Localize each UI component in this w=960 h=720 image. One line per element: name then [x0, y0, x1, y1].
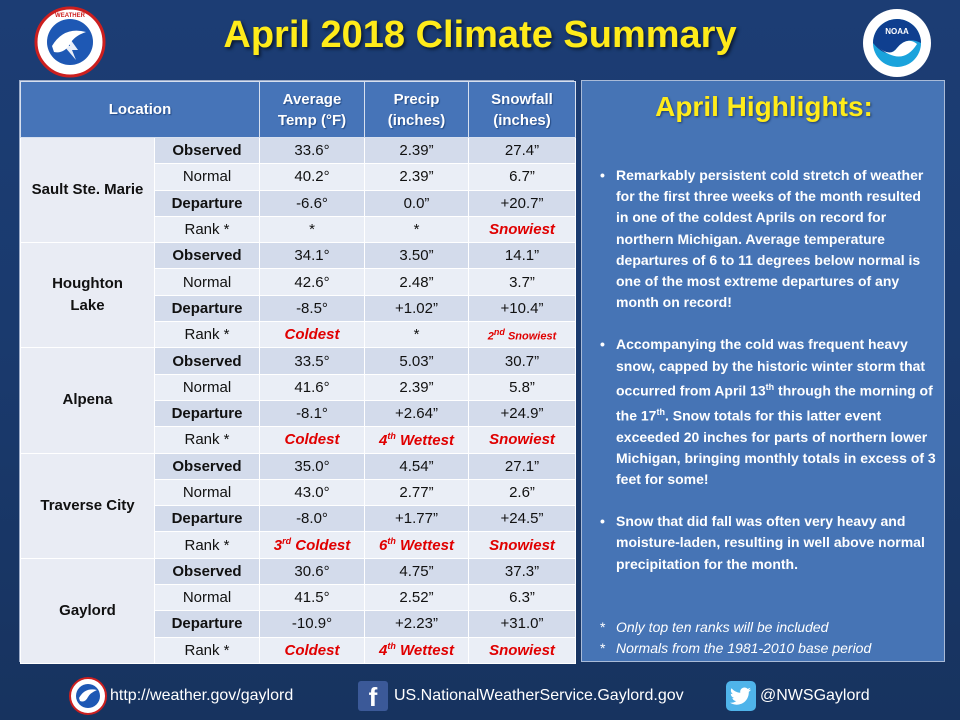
table-row [21, 138, 576, 164]
row-label: Rank * [155, 427, 260, 453]
footnote: * Only top ten ranks will be included [596, 617, 936, 638]
location-name: Sault Ste. Marie [21, 138, 155, 243]
row-label: Observed [155, 453, 260, 479]
precip-value: 5.03” [365, 348, 469, 374]
table-row [21, 348, 576, 374]
snow-value: +24.9” [469, 400, 576, 426]
temp-rank: 3rd Coldest [260, 532, 365, 558]
highlight-item: • Accompanying the cold was frequent heavy snow, capped by the historic winter storm that occurred from April 13th through the morning of the 17th. Snow totals for this latter event exceeded 20 inches for parts of northern lower Michigan, bringing monthly totals in excess of 3 feet for some! [596, 334, 936, 490]
snow-rank: 2nd Snowiest [469, 322, 576, 348]
row-label: Normal [155, 164, 260, 190]
precip-value: 2.48” [365, 269, 469, 295]
precip-value: 2.39” [365, 164, 469, 190]
header-temp: Average Temp (°F) [260, 82, 365, 138]
temp-value: -8.5° [260, 295, 365, 321]
svg-text:WEATHER: WEATHER [55, 13, 85, 19]
snow-value: 14.1” [469, 243, 576, 269]
temp-rank: Coldest [260, 427, 365, 453]
header-precip: Precip (inches) [365, 82, 469, 138]
highlight-item: • Remarkably persistent cold stretch of weather for the first three weeks of the month resulted in one of the coldest Aprils on record for northern Michigan. Average temperature departures of 6 to 11 degrees below normal is one of the most extreme departures of any month on record! [596, 165, 936, 313]
twitter-text[interactable]: @NWSGaylord [760, 687, 870, 704]
snow-value: 27.4” [469, 138, 576, 164]
row-label: Rank * [155, 637, 260, 663]
snow-value: +31.0” [469, 611, 576, 637]
table-row [21, 243, 576, 269]
snow-value: 6.7” [469, 164, 576, 190]
snow-value: 37.3” [469, 558, 576, 584]
row-label: Departure [155, 190, 260, 216]
temp-value: 43.0° [260, 479, 365, 505]
precip-value: 2.39” [365, 374, 469, 400]
snow-rank: Snowiest [469, 532, 576, 558]
website-link[interactable] [68, 676, 293, 716]
row-label: Normal [155, 585, 260, 611]
nws-small-logo-icon [68, 676, 108, 716]
temp-value: -10.9° [260, 611, 365, 637]
snow-rank: Snowiest [469, 216, 576, 242]
facebook-link[interactable] [358, 676, 684, 716]
header-snowfall: Snowfall (inches) [469, 82, 576, 138]
twitter-icon [726, 681, 756, 711]
row-label: Rank * [155, 216, 260, 242]
precip-value: 3.50” [365, 243, 469, 269]
row-label: Rank * [155, 322, 260, 348]
snow-value: +24.5” [469, 506, 576, 532]
precip-value: +2.64” [365, 400, 469, 426]
highlights-title: April Highlights: [655, 91, 873, 122]
precip-value: 2.39” [365, 138, 469, 164]
precip-value: +1.02” [365, 295, 469, 321]
precip-rank: * [365, 216, 469, 242]
table-row [21, 558, 576, 584]
snow-value: 27.1” [469, 453, 576, 479]
temp-value: 34.1° [260, 243, 365, 269]
snow-value: 6.3” [469, 585, 576, 611]
snow-value: 30.7” [469, 348, 576, 374]
temp-value: 41.6° [260, 374, 365, 400]
precip-rank: 4th Wettest [365, 637, 469, 663]
location-name: Traverse City [21, 453, 155, 558]
precip-value: +1.77” [365, 506, 469, 532]
facebook-icon: f [358, 681, 388, 711]
row-label: Observed [155, 138, 260, 164]
nws-logo-icon [34, 6, 106, 78]
temp-value: 33.6° [260, 138, 365, 164]
twitter-link[interactable] [726, 676, 870, 716]
snow-value: 2.6” [469, 479, 576, 505]
location-name: Alpena [21, 348, 155, 453]
temp-value: 42.6° [260, 269, 365, 295]
climate-table [19, 80, 574, 662]
row-label: Rank * [155, 532, 260, 558]
snow-value: +10.4” [469, 295, 576, 321]
temp-value: -8.1° [260, 400, 365, 426]
snow-rank: Snowiest [469, 427, 576, 453]
snow-value: 5.8” [469, 374, 576, 400]
location-name: Houghton Lake [21, 243, 155, 348]
page-title: April 2018 Climate Summary [223, 14, 737, 56]
header-location: Location [21, 82, 260, 138]
row-label: Observed [155, 243, 260, 269]
temp-value: 35.0° [260, 453, 365, 479]
temp-value: -8.0° [260, 506, 365, 532]
row-label: Departure [155, 611, 260, 637]
highlights-list [596, 165, 936, 596]
row-label: Departure [155, 295, 260, 321]
temp-rank: Coldest [260, 322, 365, 348]
precip-value: 4.75” [365, 558, 469, 584]
precip-rank: * [365, 322, 469, 348]
row-label: Normal [155, 374, 260, 400]
precip-rank: 4th Wettest [365, 427, 469, 453]
row-label: Observed [155, 558, 260, 584]
table-row [21, 453, 576, 479]
footer [0, 676, 960, 716]
temp-rank: * [260, 216, 365, 242]
temp-value: -6.6° [260, 190, 365, 216]
row-label: Departure [155, 400, 260, 426]
footnotes [596, 617, 936, 659]
temp-value: 41.5° [260, 585, 365, 611]
precip-value: 0.0” [365, 190, 469, 216]
row-label: Departure [155, 506, 260, 532]
facebook-text[interactable]: US.NationalWeatherService.Gaylord.gov [394, 687, 684, 704]
row-label: Observed [155, 348, 260, 374]
snow-value: 3.7” [469, 269, 576, 295]
row-label: Normal [155, 479, 260, 505]
svg-text:NOAA: NOAA [885, 27, 909, 36]
precip-value: 2.77” [365, 479, 469, 505]
website-text[interactable]: http://weather.gov/gaylord [110, 687, 294, 704]
temp-value: 33.5° [260, 348, 365, 374]
temp-value: 30.6° [260, 558, 365, 584]
snow-rank: Snowiest [469, 637, 576, 663]
row-label: Normal [155, 269, 260, 295]
precip-value: +2.23” [365, 611, 469, 637]
highlight-item: • Snow that did fall was often very heavy and moisture-laden, resulting in well above normal precipitation for the month. [596, 511, 936, 575]
highlights-panel [581, 80, 945, 662]
precip-value: 4.54” [365, 453, 469, 479]
noaa-logo-icon [862, 8, 932, 78]
snow-value: +20.7” [469, 190, 576, 216]
precip-rank: 6th Wettest [365, 532, 469, 558]
location-name: Gaylord [21, 558, 155, 663]
footnote: * Normals from the 1981-2010 base period [596, 638, 936, 659]
temp-rank: Coldest [260, 637, 365, 663]
temp-value: 40.2° [260, 164, 365, 190]
precip-value: 2.52” [365, 585, 469, 611]
